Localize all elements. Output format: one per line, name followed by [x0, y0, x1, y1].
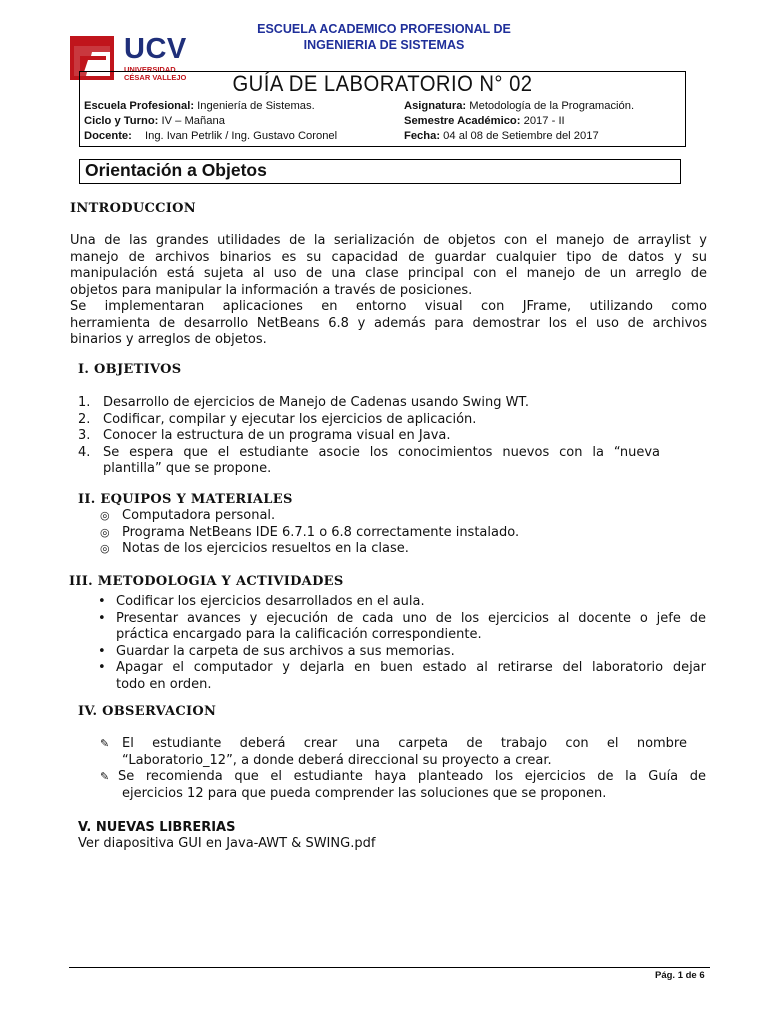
docente-value: Ing. Ivan Petrlik / Ing. Gustavo Coronel	[144, 130, 338, 142]
metodologia-item	[98, 660, 706, 693]
metodologia-text: todo en orden.	[116, 676, 212, 692]
observacion-text: El estudiante deberá crear una carpeta de trabajo con el nombre	[122, 736, 687, 751]
semestre-label: Semestre Académico:	[404, 115, 521, 127]
intro-line: binarios y arreglos de objetos.	[70, 332, 267, 347]
observacion-item	[100, 769, 706, 802]
metodologia-text: práctica encargado para la calificación correspondiente.	[116, 627, 482, 642]
asignatura-field	[404, 100, 634, 112]
fecha-value: 04 al 08 de Setiembre del 2017	[443, 130, 599, 142]
librerias-text: Ver diapositiva GUI en Java-AWT & SWING.pdf	[78, 836, 376, 851]
intro-paragraph-1	[70, 233, 707, 349]
objetivo-item	[78, 445, 660, 478]
equipo-item	[100, 508, 519, 525]
pencil-bullet-icon: ✎	[100, 737, 110, 750]
metodologia-text: Presentar avances y ejecución de cada uno de los ejercicios al docente o jefe de	[116, 610, 706, 626]
intro-line: Una de las grandes utilidades de la serialización de objetos con el manejo de arraylist y	[70, 233, 707, 248]
equipo-text: Computadora personal.	[122, 508, 276, 523]
librerias-heading: V. NUEVAS LIBRERIAS	[78, 820, 236, 835]
equipo-text: Notas de los ejercicios resueltos en la clase.	[122, 541, 409, 556]
objetivo-text: Desarrollo de ejercicios de Manejo de Cadenas usando Swing WT.	[103, 395, 529, 410]
escuela-field	[84, 100, 315, 112]
logo-ucv-text: UCV	[124, 33, 187, 65]
ciclo-field	[84, 115, 225, 127]
topic-title: Orientación a Objetos	[85, 160, 267, 180]
metodologia-item	[98, 644, 706, 661]
intro-line: objetos para manipular la información a través de posiciones.	[70, 282, 473, 298]
observacion-heading: IV. OBSERVACION	[78, 704, 217, 719]
bullet-icon: •	[98, 643, 106, 659]
objetivos-list	[78, 395, 660, 478]
footer-divider	[69, 967, 710, 968]
pencil-bullet-icon: ✎	[100, 770, 110, 783]
objetivo-text: Codificar, compilar y ejecutar los ejercicios de aplicación.	[103, 411, 477, 427]
bullet-icon: •	[98, 594, 106, 609]
target-bullet-icon: ◎	[100, 509, 110, 522]
metodologia-text: Apagar el computador y dejarla en buen estado al retirarse del laboratorio dejar	[116, 660, 706, 675]
objetivo-text: Se espera que el estudiante asocie los conocimientos nuevos con la “nueva	[103, 444, 660, 460]
objetivo-num: 1.	[78, 395, 91, 410]
intro-line: manipulación está sujeta al uso de una clase principal con el manejo de un arreglo de	[70, 266, 707, 281]
objetivo-num: 2.	[78, 411, 91, 427]
equipo-item	[100, 541, 519, 558]
docente-field	[84, 130, 337, 142]
objetivos-heading: I. OBJETIVOS	[78, 362, 182, 377]
semestre-field	[404, 115, 565, 127]
fecha-label: Fecha:	[404, 130, 441, 142]
equipo-text: Programa NetBeans IDE 6.7.1 o 6.8 correctamente instalado.	[122, 524, 520, 540]
asignatura-value: Metodología de la Programación.	[469, 100, 635, 112]
observacion-list	[100, 736, 706, 802]
observacion-text: “Laboratorio_12”, a donde deberá direccional su proyecto a crear.	[122, 752, 552, 768]
school-name-line1: ESCUELA ACADEMICO PROFESIONAL DE	[257, 22, 511, 36]
observacion-item	[100, 736, 706, 769]
fecha-field	[404, 130, 599, 142]
docente-label: Docente:	[84, 130, 132, 142]
ciclo-value: IV – Mañana	[161, 115, 225, 127]
target-bullet-icon: ◎	[100, 525, 110, 539]
metodologia-list	[98, 594, 706, 693]
ciclo-label: Ciclo y Turno:	[84, 115, 159, 127]
objetivo-text: plantilla” que se propone.	[103, 461, 272, 476]
intro-line: manejo de archivos binarios es su capacidad de guardar cualquier tipo de datos y su	[70, 249, 707, 265]
objetivo-item	[78, 428, 660, 445]
equipo-item	[100, 525, 519, 542]
equipos-list	[100, 508, 519, 558]
escuela-label: Escuela Profesional:	[84, 100, 195, 112]
page-number: Pág. 1 de 6	[655, 970, 705, 981]
equipos-heading: II. EQUIPOS Y MATERIALES	[78, 492, 293, 507]
objetivo-item	[78, 395, 660, 412]
metodologia-text: Guardar la carpeta de sus archivos a sus memorias.	[116, 643, 455, 659]
intro-line: Se implementaran aplicaciones en entorno visual con JFrame, utilizando como	[70, 299, 707, 314]
logo-sub-2: CÉSAR VALLEJO	[124, 73, 187, 82]
asignatura-label: Asignatura:	[404, 100, 467, 112]
escuela-value: Ingeniería de Sistemas.	[197, 100, 315, 112]
bullet-icon: •	[98, 660, 106, 675]
metodologia-item	[98, 594, 706, 611]
guide-title: GUÍA DE LABORATORIO N° 02	[232, 71, 533, 96]
observacion-text: Se recomienda que el estudiante haya planteado los ejercicios de la Guía de	[118, 769, 706, 784]
metodologia-item	[98, 611, 706, 644]
metodologia-text: Codificar los ejercicios desarrollados en el aula.	[116, 594, 425, 609]
intro-heading: INTRODUCCION	[70, 201, 196, 216]
target-bullet-icon: ◎	[100, 542, 110, 555]
objetivo-num: 3.	[78, 428, 91, 443]
intro-line: herramienta de desarrollo NetBeans 6.8 y además para demostrar los el uso de archivos	[70, 315, 707, 331]
objetivo-num: 4.	[78, 444, 91, 460]
bullet-icon: •	[98, 610, 106, 626]
observacion-text: ejercicios 12 para que pueda comprender las soluciones que se proponen.	[122, 785, 607, 801]
metodologia-heading: III. METODOLOGIA Y ACTIVIDADES	[69, 574, 344, 589]
logo-sub-1: UNIVERSIDAD	[124, 65, 176, 74]
semestre-value: 2017 - II	[523, 115, 565, 127]
objetivo-item	[78, 412, 660, 429]
school-name-line2: INGENIERIA DE SISTEMAS	[303, 38, 465, 52]
objetivo-text: Conocer la estructura de un programa visual en Java.	[103, 428, 451, 443]
